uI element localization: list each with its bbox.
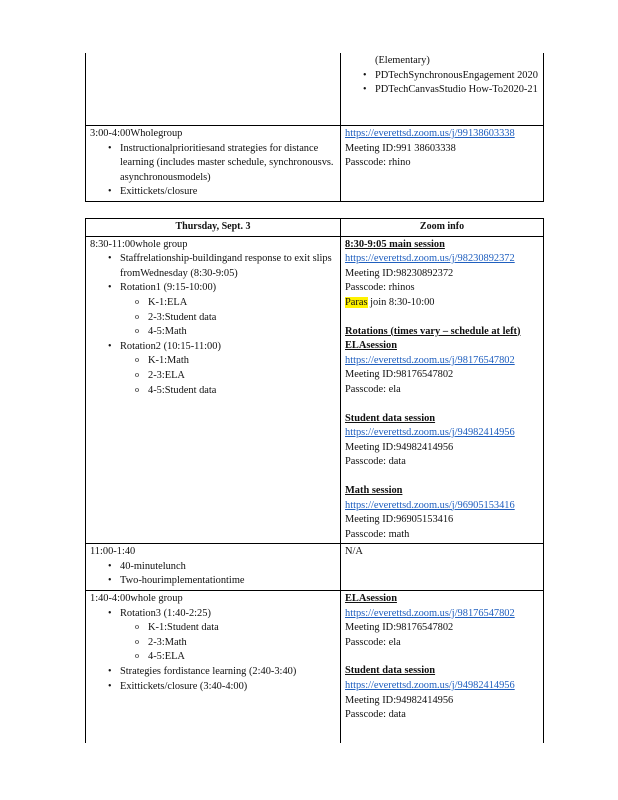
- zoom-link[interactable]: https://everettsd.zoom.us/j/99138603338: [345, 128, 515, 139]
- zoom-link[interactable]: https://everettsd.zoom.us/j/98176547802: [345, 354, 515, 366]
- session-header: Student data session: [345, 412, 436, 424]
- agenda-table-continued: [85, 53, 544, 202]
- table-row: [86, 544, 544, 591]
- list-item: • Strategies fordistance learning (2:40-3:40): [120, 665, 336, 680]
- zoom-link[interactable]: https://everettsd.zoom.us/j/98230892372: [345, 253, 515, 265]
- passcode: Passcode: ela: [345, 383, 401, 395]
- rotation-sublist: [120, 296, 336, 340]
- schedule-cell: [86, 126, 341, 202]
- passcode: Passcode: math: [345, 528, 410, 540]
- sub-item: o 2-3:ELA: [148, 369, 336, 384]
- sub-item: o 2-3:Student data: [148, 311, 336, 326]
- column-header-zoom: Zoom info: [341, 219, 544, 237]
- rotations-header: Rotations (times vary – schedule at left): [345, 325, 521, 337]
- agenda-table-thursday: [85, 218, 544, 743]
- schedule-cell: [86, 544, 341, 591]
- list-item: • Two-hourimplementationtime: [120, 574, 336, 589]
- list-item: • Instructionalprioritiesand strategies for distance learning (includes master schedule, synchronousvs. asynchronousmodels): [120, 142, 336, 186]
- continued-text: (Elementary): [375, 55, 430, 66]
- passcode: Passcode: data: [345, 709, 406, 721]
- sub-item: o K-1:Math: [148, 354, 336, 369]
- pd-list-cell: [341, 53, 544, 126]
- rotation-label: Rotation1 (9:15-10:00): [120, 282, 217, 294]
- table-header-row: [86, 219, 544, 237]
- zoom-na: N/A: [345, 546, 363, 558]
- zoom-link[interactable]: https://everettsd.zoom.us/j/94982414956: [345, 680, 515, 692]
- meeting-id: Meeting ID:98176547802: [345, 369, 454, 381]
- schedule-cell: [86, 236, 341, 544]
- table-row: [86, 236, 544, 544]
- session-header: ELAsession: [345, 593, 397, 605]
- passcode: Passcode: data: [345, 456, 406, 468]
- meeting-id: Meeting ID:98230892372: [345, 267, 454, 279]
- zoom-link[interactable]: https://everettsd.zoom.us/j/94982414956: [345, 427, 515, 439]
- paras-note: [345, 296, 539, 311]
- highlighted-text: Paras: [345, 296, 368, 308]
- zoom-cell: [341, 591, 544, 744]
- schedule-cell: [86, 591, 341, 744]
- block-title: 1:40-4:00whole group: [90, 593, 183, 605]
- sub-item: o 2-3:Math: [148, 636, 336, 651]
- meeting-id: Meeting ID:96905153416: [345, 514, 454, 526]
- list-item: [120, 607, 336, 665]
- zoom-cell: [341, 544, 544, 591]
- empty-cell: [86, 53, 341, 126]
- meeting-id: Meeting ID:94982414956: [345, 441, 454, 453]
- table-row: [86, 591, 544, 744]
- block-title: 8:30-11:00whole group: [90, 238, 188, 250]
- meeting-id: Meeting ID:991 38603338: [345, 142, 456, 154]
- zoom-link[interactable]: https://everettsd.zoom.us/j/98176547802: [345, 607, 515, 619]
- passcode: Passcode: rhino: [345, 157, 411, 169]
- sub-item: o 4-5:ELA: [148, 650, 336, 665]
- session-header: ELAsession: [345, 340, 397, 352]
- meeting-id: Meeting ID:98176547802: [345, 622, 454, 634]
- rotation-label: Rotation3 (1:40-2:25): [120, 607, 211, 619]
- block-title: 3:00-4:00Wholegroup: [90, 128, 183, 139]
- sub-item: o K-1:ELA: [148, 296, 336, 311]
- list-item: • PDTechSynchronousEngagement 2020: [375, 69, 539, 84]
- passcode: Passcode: ela: [345, 636, 401, 648]
- pd-list: [345, 69, 539, 98]
- list-item: • PDTechCanvasStudio How-To2020-21: [375, 83, 539, 98]
- list-item: • Exittickets/closure (3:40-4:00): [120, 680, 336, 695]
- list-item: • 40-minutelunch: [120, 560, 336, 575]
- sub-item: o 4-5:Student data: [148, 384, 336, 399]
- session-header: Math session: [345, 484, 403, 496]
- meeting-id: Meeting ID:94982414956: [345, 694, 454, 706]
- column-header-day: Thursday, Sept. 3: [86, 219, 341, 237]
- agenda-list: [90, 252, 336, 398]
- zoom-link[interactable]: https://everettsd.zoom.us/j/96905153416: [345, 499, 515, 511]
- session-header: 8:30-9:05 main session: [345, 238, 445, 250]
- session-header: Student data session: [345, 665, 436, 677]
- rotation-sublist: [120, 354, 336, 398]
- rotation-sublist: [120, 621, 336, 665]
- agenda-list: [90, 560, 336, 589]
- zoom-cell: [341, 126, 544, 202]
- passcode: Passcode: rhinos: [345, 282, 415, 294]
- agenda-list: [90, 607, 336, 695]
- list-item: [120, 340, 336, 398]
- sub-item: o 4-5:Math: [148, 325, 336, 340]
- agenda-list: [90, 142, 336, 200]
- sub-item: o K-1:Student data: [148, 621, 336, 636]
- list-item: • Staffrelationship-buildingand response to exit slips fromWednesday (8:30-9:05): [120, 252, 336, 281]
- table-row: [86, 53, 544, 126]
- list-item: • Exittickets/closure: [120, 185, 336, 200]
- list-item: [120, 281, 336, 339]
- paras-note-text: join 8:30-10:00: [367, 296, 435, 308]
- rotation-label: Rotation2 (10:15-11:00): [120, 340, 221, 352]
- table-row: [86, 126, 544, 202]
- zoom-cell: [341, 236, 544, 544]
- block-title: 11:00-1:40: [90, 546, 136, 558]
